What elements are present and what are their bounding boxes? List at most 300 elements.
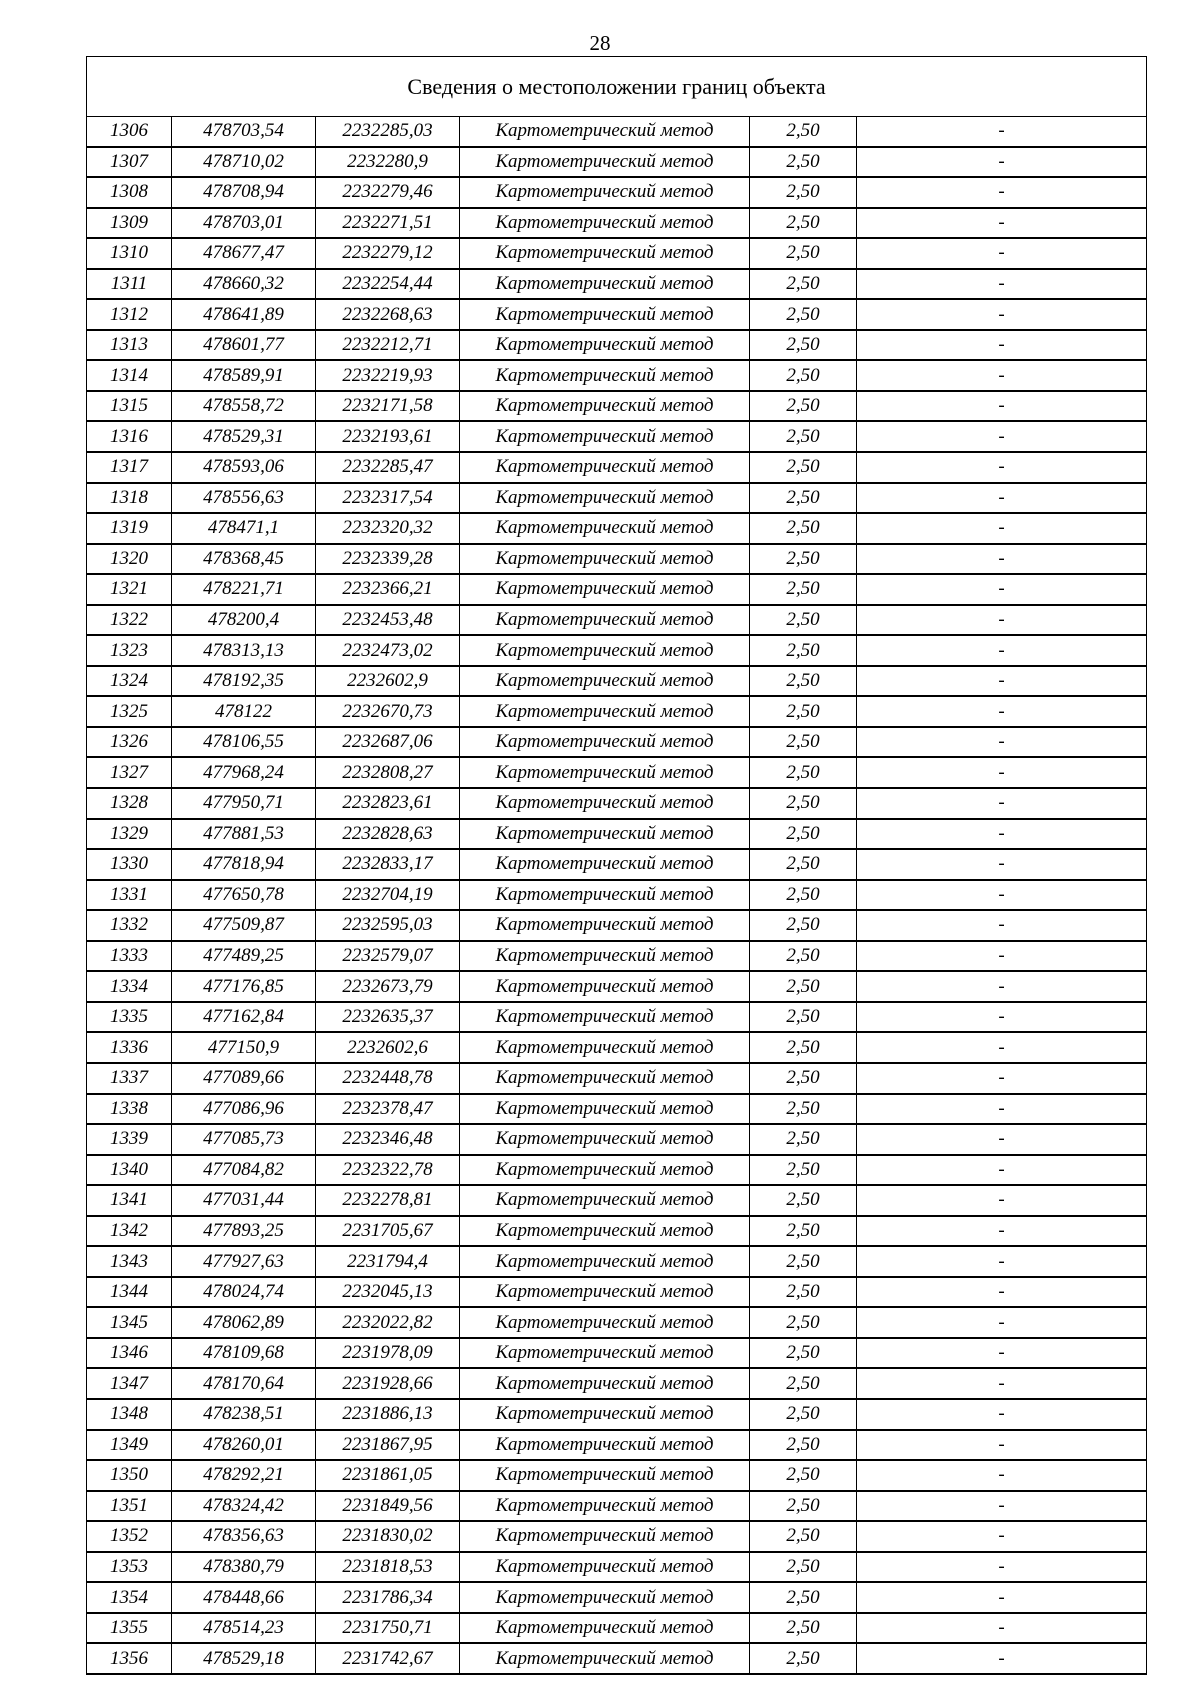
table-row [87,605,1147,636]
method-cell: Картометрический метод [460,208,750,239]
accuracy-cell: 2,50 [750,1002,857,1033]
table-row [87,1277,1147,1308]
method-cell: Картометрический метод [460,1552,750,1583]
point-number-cell: 1321 [87,574,172,605]
table-body [87,117,1147,1674]
point-number-cell: 1308 [87,177,172,208]
accuracy-cell: 2,50 [750,849,857,880]
accuracy-cell: 2,50 [750,819,857,850]
page-number: 28 [589,31,611,55]
table-row [87,1491,1147,1522]
x-coordinate-cell: 478703,54 [172,117,316,147]
method-cell: Картометрический метод [460,1185,750,1216]
table-row [87,910,1147,941]
table-row [87,1307,1147,1338]
accuracy-cell: 2,50 [750,269,857,300]
method-cell: Картометрический метод [460,849,750,880]
x-coordinate-cell: 477162,84 [172,1002,316,1033]
method-cell: Картометрический метод [460,147,750,178]
x-coordinate-cell: 477893,25 [172,1216,316,1247]
method-cell: Картометрический метод [460,788,750,819]
accuracy-cell: 2,50 [750,117,857,147]
y-coordinate-cell: 2232219,93 [316,360,460,391]
description-cell: - [857,849,1147,880]
y-coordinate-cell: 2232453,48 [316,605,460,636]
accuracy-cell: 2,50 [750,1643,857,1674]
y-coordinate-cell: 2232602,9 [316,666,460,697]
y-coordinate-cell: 2232595,03 [316,910,460,941]
x-coordinate-cell: 478368,45 [172,544,316,575]
accuracy-cell: 2,50 [750,238,857,269]
point-number-cell: 1315 [87,391,172,422]
y-coordinate-cell: 2231861,05 [316,1460,460,1491]
table-row [87,299,1147,330]
y-coordinate-cell: 2231830,02 [316,1521,460,1552]
y-coordinate-cell: 2232278,81 [316,1185,460,1216]
point-number-cell: 1317 [87,452,172,483]
table-row [87,849,1147,880]
point-number-cell: 1313 [87,330,172,361]
y-coordinate-cell: 2231886,13 [316,1399,460,1430]
boundary-coordinates-table [86,56,1147,1675]
method-cell: Картометрический метод [460,666,750,697]
y-coordinate-cell: 2232279,12 [316,238,460,269]
description-cell: - [857,1368,1147,1399]
y-coordinate-cell: 2232320,32 [316,513,460,544]
description-cell: - [857,269,1147,300]
y-coordinate-cell: 2232687,06 [316,727,460,758]
accuracy-cell: 2,50 [750,605,857,636]
accuracy-cell: 2,50 [750,1094,857,1125]
accuracy-cell: 2,50 [750,421,857,452]
x-coordinate-cell: 478660,32 [172,269,316,300]
accuracy-cell: 2,50 [750,452,857,483]
x-coordinate-cell: 478380,79 [172,1552,316,1583]
accuracy-cell: 2,50 [750,299,857,330]
point-number-cell: 1347 [87,1368,172,1399]
method-cell: Картометрический метод [460,1277,750,1308]
x-coordinate-cell: 477150,9 [172,1032,316,1063]
table-row [87,788,1147,819]
accuracy-cell: 2,50 [750,1124,857,1155]
x-coordinate-cell: 478601,77 [172,330,316,361]
method-cell: Картометрический метод [460,1399,750,1430]
table-row [87,1002,1147,1033]
point-number-cell: 1344 [87,1277,172,1308]
x-coordinate-cell: 478448,66 [172,1582,316,1613]
table-row [87,330,1147,361]
method-cell: Картометрический метод [460,971,750,1002]
y-coordinate-cell: 2232285,47 [316,452,460,483]
x-coordinate-cell: 477489,25 [172,941,316,972]
y-coordinate-cell: 2232193,61 [316,421,460,452]
description-cell: - [857,819,1147,850]
point-number-cell: 1318 [87,483,172,514]
description-cell: - [857,1094,1147,1125]
x-coordinate-cell: 478471,1 [172,513,316,544]
description-cell: - [857,941,1147,972]
description-cell: - [857,1032,1147,1063]
method-cell: Картометрический метод [460,1430,750,1461]
table-row [87,238,1147,269]
description-cell: - [857,1124,1147,1155]
method-cell: Картометрический метод [460,1002,750,1033]
x-coordinate-cell: 477176,85 [172,971,316,1002]
y-coordinate-cell: 2232579,07 [316,941,460,972]
y-coordinate-cell: 2232317,54 [316,483,460,514]
point-number-cell: 1348 [87,1399,172,1430]
table-row [87,1399,1147,1430]
table-row [87,574,1147,605]
method-cell: Картометрический метод [460,727,750,758]
method-cell: Картометрический метод [460,177,750,208]
point-number-cell: 1327 [87,757,172,788]
method-cell: Картометрический метод [460,117,750,147]
table-row [87,635,1147,666]
table-row [87,483,1147,514]
description-cell: - [857,1338,1147,1369]
description-cell: - [857,1216,1147,1247]
y-coordinate-cell: 2231849,56 [316,1491,460,1522]
table-row [87,666,1147,697]
table-row [87,941,1147,972]
accuracy-cell: 2,50 [750,757,857,788]
method-cell: Картометрический метод [460,757,750,788]
y-coordinate-cell: 2232339,28 [316,544,460,575]
method-cell: Картометрический метод [460,910,750,941]
point-number-cell: 1350 [87,1460,172,1491]
point-number-cell: 1325 [87,696,172,727]
table-row [87,1063,1147,1094]
description-cell: - [857,1613,1147,1644]
method-cell: Картометрический метод [460,238,750,269]
description-cell: - [857,1399,1147,1430]
y-coordinate-cell: 2232280,9 [316,147,460,178]
table-row [87,1582,1147,1613]
x-coordinate-cell: 478556,63 [172,483,316,514]
description-cell: - [857,513,1147,544]
method-cell: Картометрический метод [460,605,750,636]
description-cell: - [857,1460,1147,1491]
point-number-cell: 1322 [87,605,172,636]
method-cell: Картометрический метод [460,483,750,514]
table-row [87,269,1147,300]
point-number-cell: 1352 [87,1521,172,1552]
table-row [87,1246,1147,1277]
accuracy-cell: 2,50 [750,1399,857,1430]
y-coordinate-cell: 2231742,67 [316,1643,460,1674]
method-cell: Картометрический метод [460,880,750,911]
description-cell: - [857,208,1147,239]
method-cell: Картометрический метод [460,819,750,850]
description-cell: - [857,421,1147,452]
y-coordinate-cell: 2232279,46 [316,177,460,208]
description-cell: - [857,147,1147,178]
accuracy-cell: 2,50 [750,1155,857,1186]
table-row [87,1460,1147,1491]
x-coordinate-cell: 477950,71 [172,788,316,819]
y-coordinate-cell: 2232378,47 [316,1094,460,1125]
table-title-row [87,57,1147,117]
accuracy-cell: 2,50 [750,208,857,239]
accuracy-cell: 2,50 [750,696,857,727]
accuracy-cell: 2,50 [750,360,857,391]
x-coordinate-cell: 478708,94 [172,177,316,208]
description-cell: - [857,1002,1147,1033]
accuracy-cell: 2,50 [750,1582,857,1613]
x-coordinate-cell: 477086,96 [172,1094,316,1125]
x-coordinate-cell: 478221,71 [172,574,316,605]
method-cell: Картометрический метод [460,1094,750,1125]
point-number-cell: 1346 [87,1338,172,1369]
description-cell: - [857,910,1147,941]
point-number-cell: 1343 [87,1246,172,1277]
point-number-cell: 1353 [87,1552,172,1583]
x-coordinate-cell: 477650,78 [172,880,316,911]
x-coordinate-cell: 478641,89 [172,299,316,330]
x-coordinate-cell: 478200,4 [172,605,316,636]
table-row [87,1643,1147,1674]
table-row [87,177,1147,208]
x-coordinate-cell: 478109,68 [172,1338,316,1369]
point-number-cell: 1355 [87,1613,172,1644]
y-coordinate-cell: 2232673,79 [316,971,460,1002]
table-row [87,391,1147,422]
table-row [87,1368,1147,1399]
table-row [87,971,1147,1002]
y-coordinate-cell: 2231928,66 [316,1368,460,1399]
y-coordinate-cell: 2232254,44 [316,269,460,300]
x-coordinate-cell: 477031,44 [172,1185,316,1216]
description-cell: - [857,1643,1147,1674]
y-coordinate-cell: 2232448,78 [316,1063,460,1094]
x-coordinate-cell: 478238,51 [172,1399,316,1430]
accuracy-cell: 2,50 [750,788,857,819]
point-number-cell: 1329 [87,819,172,850]
description-cell: - [857,1307,1147,1338]
method-cell: Картометрический метод [460,1643,750,1674]
point-number-cell: 1320 [87,544,172,575]
description-cell: - [857,1521,1147,1552]
accuracy-cell: 2,50 [750,880,857,911]
point-number-cell: 1339 [87,1124,172,1155]
method-cell: Картометрический метод [460,421,750,452]
x-coordinate-cell: 478313,13 [172,635,316,666]
y-coordinate-cell: 2232823,61 [316,788,460,819]
table-row [87,1032,1147,1063]
description-cell: - [857,483,1147,514]
description-cell: - [857,1277,1147,1308]
table-row [87,1094,1147,1125]
point-number-cell: 1319 [87,513,172,544]
table-row [87,1185,1147,1216]
x-coordinate-cell: 478589,91 [172,360,316,391]
description-cell: - [857,1063,1147,1094]
point-number-cell: 1336 [87,1032,172,1063]
point-number-cell: 1335 [87,1002,172,1033]
accuracy-cell: 2,50 [750,1368,857,1399]
table-row [87,544,1147,575]
x-coordinate-cell: 478122 [172,696,316,727]
point-number-cell: 1306 [87,117,172,147]
y-coordinate-cell: 2232346,48 [316,1124,460,1155]
table-title: Сведения о местоположении границ объекта [87,57,1147,117]
x-coordinate-cell: 478593,06 [172,452,316,483]
description-cell: - [857,880,1147,911]
x-coordinate-cell: 477818,94 [172,849,316,880]
description-cell: - [857,1155,1147,1186]
table-row [87,208,1147,239]
x-coordinate-cell: 478062,89 [172,1307,316,1338]
accuracy-cell: 2,50 [750,1460,857,1491]
accuracy-cell: 2,50 [750,574,857,605]
accuracy-cell: 2,50 [750,1185,857,1216]
description-cell: - [857,696,1147,727]
y-coordinate-cell: 2232808,27 [316,757,460,788]
accuracy-cell: 2,50 [750,513,857,544]
accuracy-cell: 2,50 [750,941,857,972]
method-cell: Картометрический метод [460,1246,750,1277]
point-number-cell: 1345 [87,1307,172,1338]
description-cell: - [857,788,1147,819]
table-row [87,1430,1147,1461]
accuracy-cell: 2,50 [750,727,857,758]
accuracy-cell: 2,50 [750,1216,857,1247]
accuracy-cell: 2,50 [750,483,857,514]
table-row [87,696,1147,727]
description-cell: - [857,1246,1147,1277]
accuracy-cell: 2,50 [750,1277,857,1308]
y-coordinate-cell: 2232635,37 [316,1002,460,1033]
accuracy-cell: 2,50 [750,1338,857,1369]
description-cell: - [857,574,1147,605]
accuracy-cell: 2,50 [750,1613,857,1644]
accuracy-cell: 2,50 [750,971,857,1002]
accuracy-cell: 2,50 [750,910,857,941]
description-cell: - [857,1185,1147,1216]
point-number-cell: 1338 [87,1094,172,1125]
y-coordinate-cell: 2231867,95 [316,1430,460,1461]
y-coordinate-cell: 2232833,17 [316,849,460,880]
table-row [87,1521,1147,1552]
point-number-cell: 1340 [87,1155,172,1186]
point-number-cell: 1326 [87,727,172,758]
x-coordinate-cell: 478514,23 [172,1613,316,1644]
point-number-cell: 1314 [87,360,172,391]
x-coordinate-cell: 478558,72 [172,391,316,422]
y-coordinate-cell: 2232828,63 [316,819,460,850]
method-cell: Картометрический метод [460,696,750,727]
table-row [87,1338,1147,1369]
table-row [87,1216,1147,1247]
accuracy-cell: 2,50 [750,666,857,697]
point-number-cell: 1354 [87,1582,172,1613]
y-coordinate-cell: 2232473,02 [316,635,460,666]
table-row [87,117,1147,147]
accuracy-cell: 2,50 [750,1521,857,1552]
description-cell: - [857,177,1147,208]
table-row [87,1552,1147,1583]
method-cell: Картометрический метод [460,452,750,483]
description-cell: - [857,635,1147,666]
y-coordinate-cell: 2231750,71 [316,1613,460,1644]
point-number-cell: 1310 [87,238,172,269]
x-coordinate-cell: 477089,66 [172,1063,316,1094]
accuracy-cell: 2,50 [750,1430,857,1461]
x-coordinate-cell: 478356,63 [172,1521,316,1552]
x-coordinate-cell: 477968,24 [172,757,316,788]
y-coordinate-cell: 2232602,6 [316,1032,460,1063]
x-coordinate-cell: 478192,35 [172,666,316,697]
point-number-cell: 1307 [87,147,172,178]
y-coordinate-cell: 2231705,67 [316,1216,460,1247]
method-cell: Картометрический метод [460,941,750,972]
point-number-cell: 1331 [87,880,172,911]
y-coordinate-cell: 2232045,13 [316,1277,460,1308]
accuracy-cell: 2,50 [750,177,857,208]
x-coordinate-cell: 478024,74 [172,1277,316,1308]
method-cell: Картометрический метод [460,360,750,391]
x-coordinate-cell: 478677,47 [172,238,316,269]
method-cell: Картометрический метод [460,1124,750,1155]
point-number-cell: 1351 [87,1491,172,1522]
y-coordinate-cell: 2231818,53 [316,1552,460,1583]
point-number-cell: 1330 [87,849,172,880]
point-number-cell: 1342 [87,1216,172,1247]
description-cell: - [857,971,1147,1002]
table-row [87,880,1147,911]
x-coordinate-cell: 478106,55 [172,727,316,758]
method-cell: Картометрический метод [460,1063,750,1094]
y-coordinate-cell: 2232171,58 [316,391,460,422]
description-cell: - [857,238,1147,269]
x-coordinate-cell: 477084,82 [172,1155,316,1186]
x-coordinate-cell: 477881,53 [172,819,316,850]
point-number-cell: 1332 [87,910,172,941]
x-coordinate-cell: 477085,73 [172,1124,316,1155]
accuracy-cell: 2,50 [750,1491,857,1522]
description-cell: - [857,666,1147,697]
table-row [87,421,1147,452]
y-coordinate-cell: 2232285,03 [316,117,460,147]
point-number-cell: 1324 [87,666,172,697]
y-coordinate-cell: 2231794,4 [316,1246,460,1277]
point-number-cell: 1309 [87,208,172,239]
method-cell: Картометрический метод [460,1460,750,1491]
table-row [87,147,1147,178]
y-coordinate-cell: 2232212,71 [316,330,460,361]
x-coordinate-cell: 478324,42 [172,1491,316,1522]
description-cell: - [857,727,1147,758]
description-cell: - [857,544,1147,575]
point-number-cell: 1356 [87,1643,172,1674]
method-cell: Картометрический метод [460,635,750,666]
point-number-cell: 1337 [87,1063,172,1094]
description-cell: - [857,299,1147,330]
accuracy-cell: 2,50 [750,330,857,361]
description-cell: - [857,391,1147,422]
description-cell: - [857,1491,1147,1522]
point-number-cell: 1334 [87,971,172,1002]
method-cell: Картометрический метод [460,1521,750,1552]
point-number-cell: 1316 [87,421,172,452]
y-coordinate-cell: 2232366,21 [316,574,460,605]
y-coordinate-cell: 2232268,63 [316,299,460,330]
method-cell: Картометрический метод [460,1216,750,1247]
table-row [87,452,1147,483]
method-cell: Картометрический метод [460,1613,750,1644]
accuracy-cell: 2,50 [750,544,857,575]
